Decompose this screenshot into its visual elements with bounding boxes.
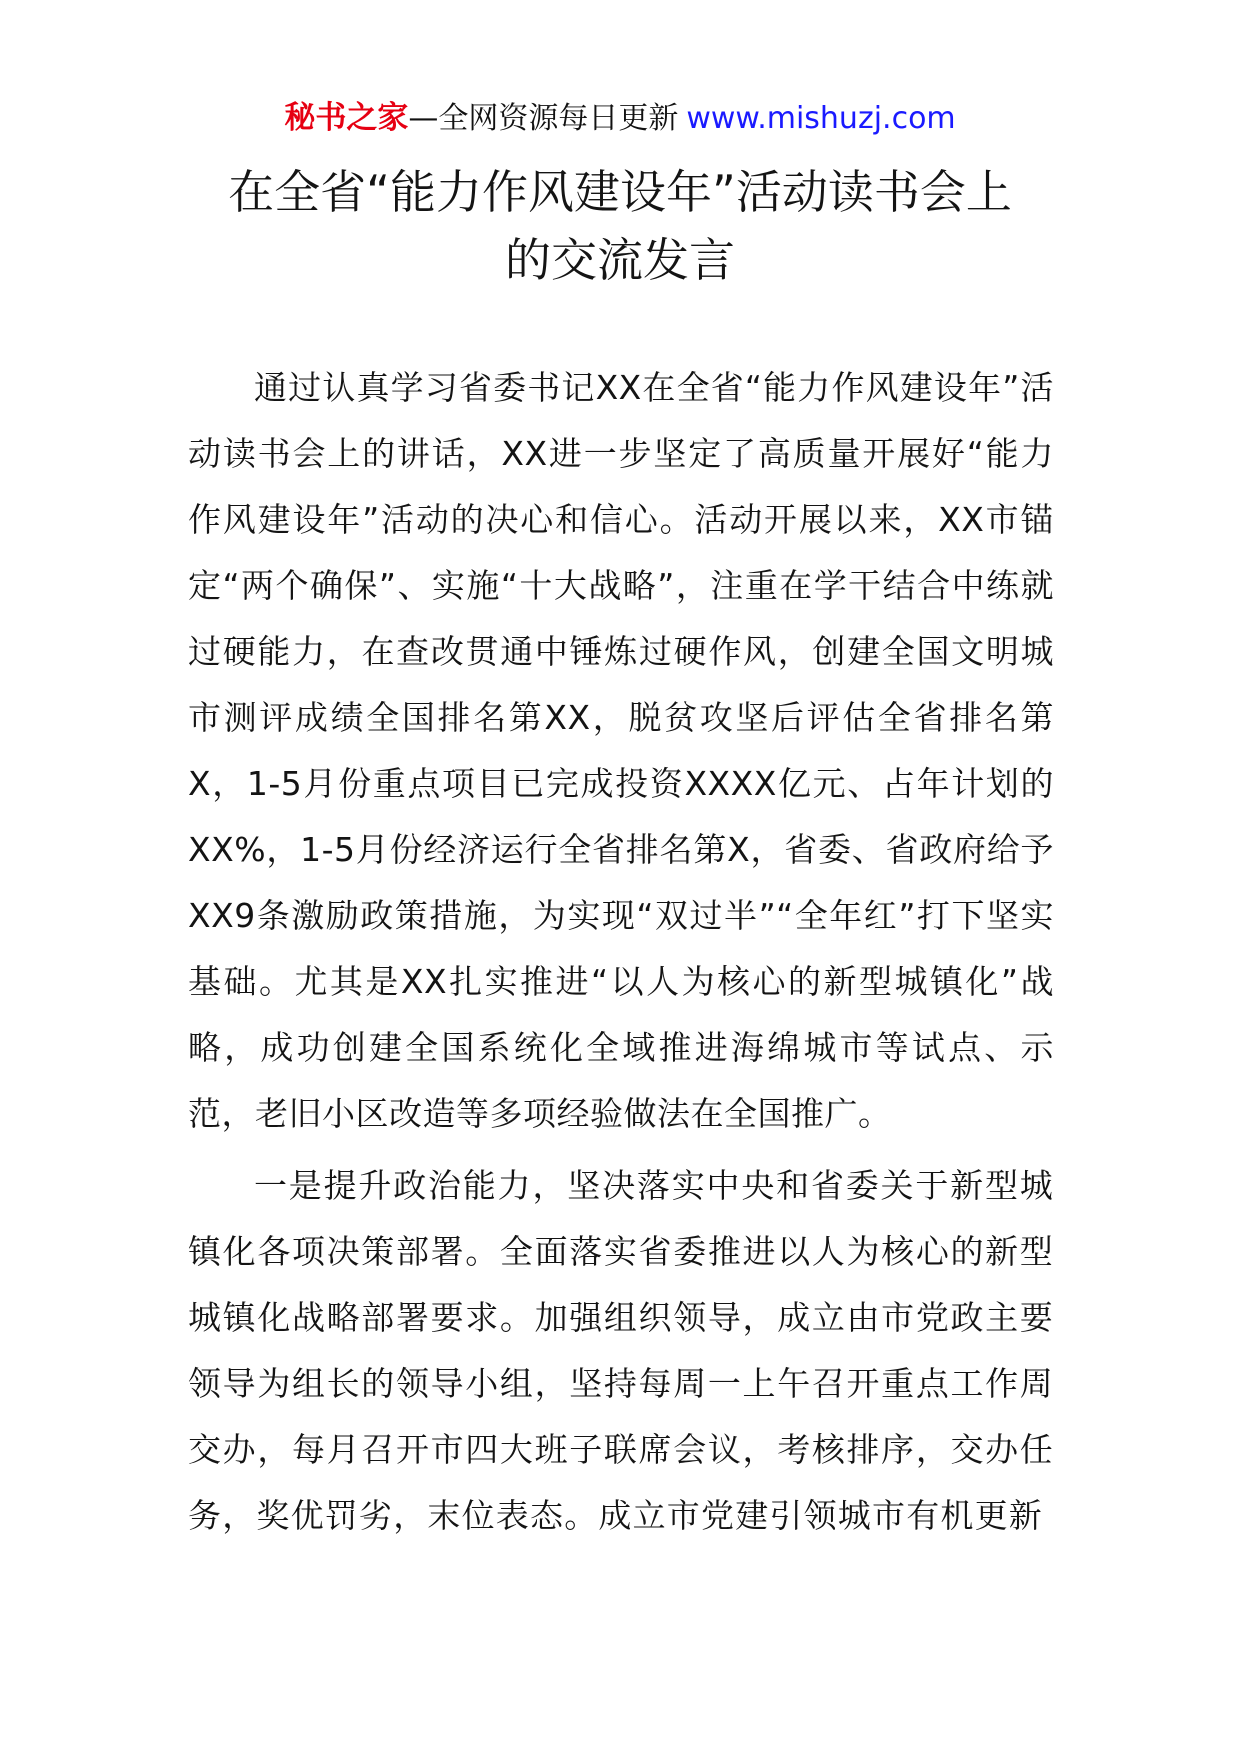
site-header bbox=[0, 98, 1240, 139]
brand-name: 秘书之家 bbox=[284, 100, 409, 136]
document-title bbox=[150, 158, 1090, 294]
header-slogan: —全网资源每日更新 bbox=[408, 101, 679, 136]
site-url[interactable]: www.mishuzj.com bbox=[686, 101, 956, 136]
title-line-2: 的交流发言 bbox=[505, 233, 735, 287]
paragraph-political-ability: 一是提升政治能力，坚决落实中央和省委关于新型城镇化各项决策部署。全面落实省委推进以人为核心的新型城镇化战略部署要求。加强组织领导，成立由市党政主要领导为组长的领导小组，坚持每周一上午召开重点工作周交办，每月召开市四大班子联席会议，考核排序，交办任务，奖优罚劣，末位表态。成立市党建引领城市有机更新 bbox=[188, 1166, 1054, 1535]
document-body bbox=[188, 355, 1054, 1555]
title-line-1: 在全省“能力作风建设年”活动读书会上 bbox=[228, 165, 1012, 219]
paragraph-intro: 通过认真学习省委书记XX在全省“能力作风建设年”活动读书会上的讲话，XX进一步坚定了高质量开展好“能力作风建设年”活动的决心和信心。活动开展以来，XX市锚定“两个确保”、实施“十大战略”，注重在学干结合中练就过硬能力，在查改贯通中锤炼过硬作风，创建全国文明城市测评成绩全国排名第XX，脱贫攻坚后评估全省排名第X，1-5月份重点项目已完成投资XXXX亿元、占年计划的XX%，1-5月份经济运行全省排名第X，省委、省政府给予XX9条激励政策措施，为实现“双过半”“全年红”打下坚实基础。尤其是XX扎实推进“以人为核心的新型城镇化”战略，成功创建全国系统化全域推进海绵城市等试点、示范，老旧小区改造等多项经验做法在全国推广。 bbox=[188, 368, 1054, 1133]
